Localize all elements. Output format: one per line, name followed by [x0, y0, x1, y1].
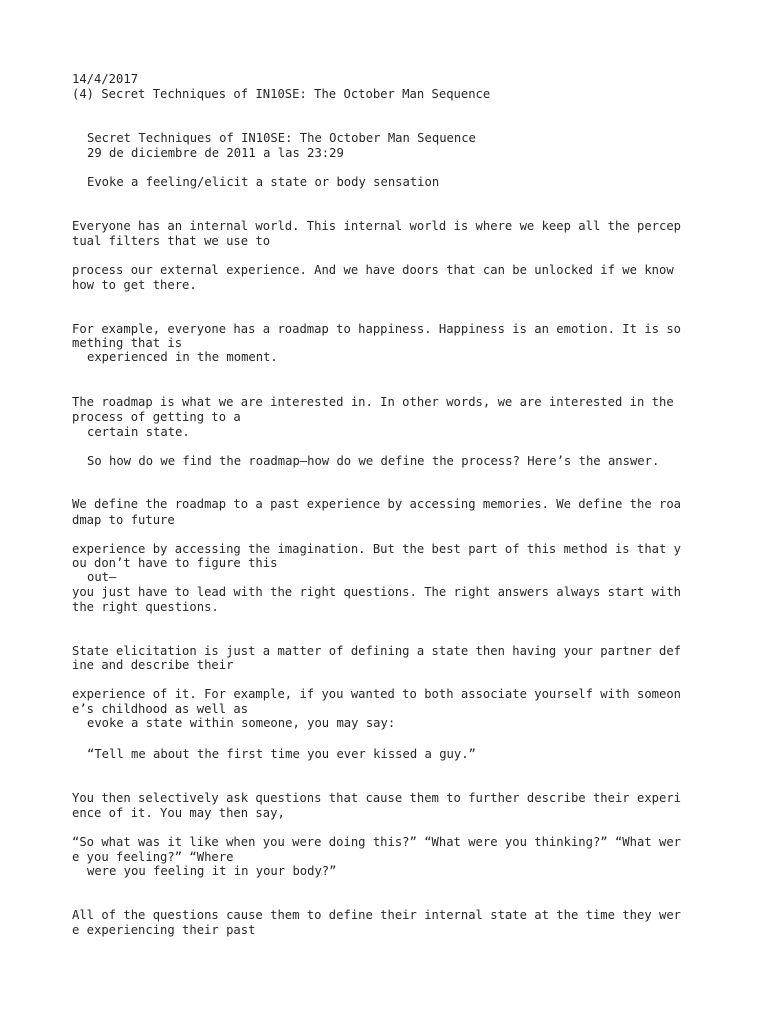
text-line: ence of it. You may then say, [72, 806, 285, 820]
text-line: certain state. [87, 425, 190, 439]
text-line: e’s childhood as well as [72, 702, 249, 716]
text-line: how to get there. [72, 278, 197, 292]
header-title: (4) Secret Techniques of IN10SE: The October Man Sequence [72, 87, 491, 101]
text-line: e you feeling?” “Where [72, 850, 234, 864]
text-line: “So what was it like when you were doing this?” “What were you thinking?” “What wer [72, 835, 682, 849]
text-line: evoke a state within someone, you may say: [87, 716, 396, 730]
text-line: We define the roadmap to a past experience by accessing memories. We define the roa [72, 497, 682, 511]
text-line: you just have to lead with the right questions. The right answers always start with [72, 585, 682, 599]
text-line: So how do we find the roadmap—how do we define the process? Here’s the answer. [87, 454, 660, 468]
text-line: process of getting to a [72, 410, 241, 424]
post-title: Secret Techniques of IN10SE: The October Man Sequence [87, 131, 476, 145]
text-line: ou don’t have to figure this [72, 556, 278, 570]
post-subtitle: Evoke a feeling/elicit a state or body sensation [87, 175, 440, 189]
text-line: experience by accessing the imagination. But the best part of this method is that y [72, 542, 682, 556]
text-line: All of the questions cause them to define their internal state at the time they wer [72, 908, 682, 922]
quote-line: “Tell me about the first time you ever kissed a guy.” [87, 747, 476, 761]
text-line: State elicitation is just a matter of defining a state then having your partner def [72, 644, 682, 658]
text-line: Everyone has an internal world. This internal world is where we keep all the percep [72, 219, 682, 233]
text-line: were you feeling it in your body?” [87, 864, 337, 878]
text-line: You then selectively ask questions that cause them to further describe their experi [72, 791, 682, 805]
text-line: process our external experience. And we have doors that can be unlocked if we know [72, 263, 674, 277]
text-line: The roadmap is what we are interested in. In other words, we are interested in the [72, 395, 674, 409]
text-line: mething that is [72, 336, 183, 350]
text-line: experienced in the moment. [87, 350, 278, 364]
text-line: For example, everyone has a roadmap to happiness. Happiness is an emotion. It is so [72, 322, 682, 336]
text-line: ine and describe their [72, 658, 234, 672]
text-line: dmap to future [72, 513, 175, 527]
text-line: tual filters that we use to [72, 234, 271, 248]
text-line: e experiencing their past [72, 923, 256, 937]
text-line: the right questions. [72, 600, 219, 614]
text-line: experience of it. For example, if you wanted to both associate yourself with someon [72, 687, 682, 701]
text-line: out— [87, 570, 117, 584]
header-date: 14/4/2017 [72, 72, 139, 86]
post-date: 29 de diciembre de 2011 a las 23:29 [87, 146, 344, 160]
